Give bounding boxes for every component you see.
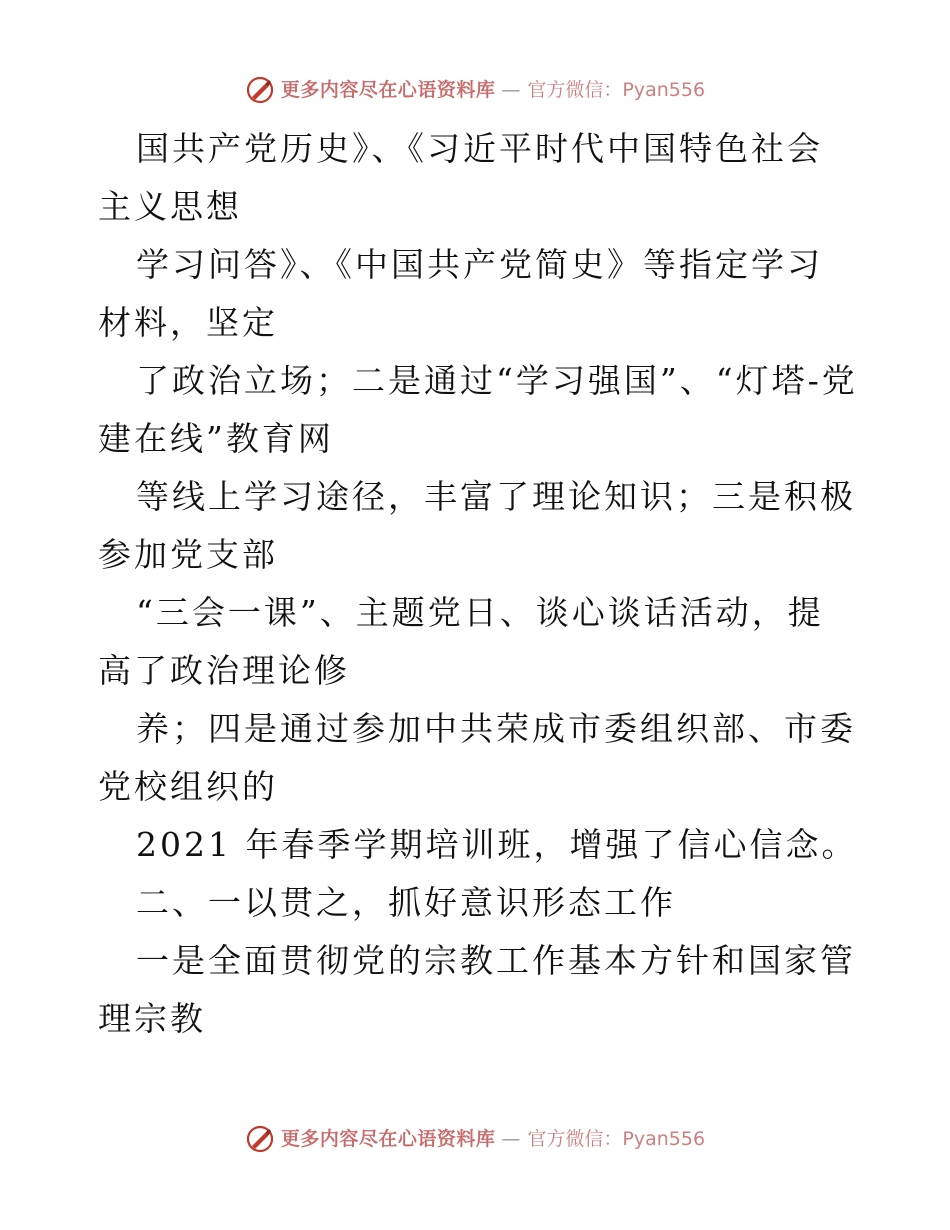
paragraph: 学习问答》、《中国共产党简史》等指定学习材料，坚定 [98, 245, 823, 342]
watermark-brand: 更多内容尽在心语资料库 [280, 1128, 496, 1150]
paragraph: 国共产党历史》、《习近平时代中国特色社会主义思想 [98, 129, 823, 226]
paragraph: 2021 年春季学期培训班，增强了信心信念。 [136, 825, 858, 864]
paragraph: 一是全面贯彻党的宗教工作基本方针和国家管理宗教 [98, 941, 856, 1038]
paragraph: 养；四是通过参加中共荣成市委组织部、市委党校组织的 [98, 709, 856, 806]
watermark-contact: 官方微信：Pyan556 [527, 1128, 706, 1150]
quill-pen-icon [245, 1124, 275, 1154]
watermark-contact: 官方微信：Pyan556 [527, 79, 706, 101]
watermark-separator: — [501, 79, 522, 101]
header-watermark [0, 73, 950, 107]
section-heading: 二、一以贯之，抓好意识形态工作 [136, 883, 676, 922]
document-body [98, 120, 858, 1048]
footer-watermark [0, 1122, 950, 1156]
watermark-separator: — [501, 1128, 522, 1150]
watermark-brand: 更多内容尽在心语资料库 [280, 79, 496, 101]
paragraph: 等线上学习途径，丰富了理论知识；三是积极参加党支部 [98, 477, 856, 574]
paragraph: 了政治立场；二是通过“学习强国”、“灯塔-党建在线”教育网 [98, 361, 858, 458]
quill-pen-icon [245, 75, 275, 105]
paragraph: “三会一课”、主题党日、谈心谈话活动，提高了政治理论修 [98, 593, 824, 690]
